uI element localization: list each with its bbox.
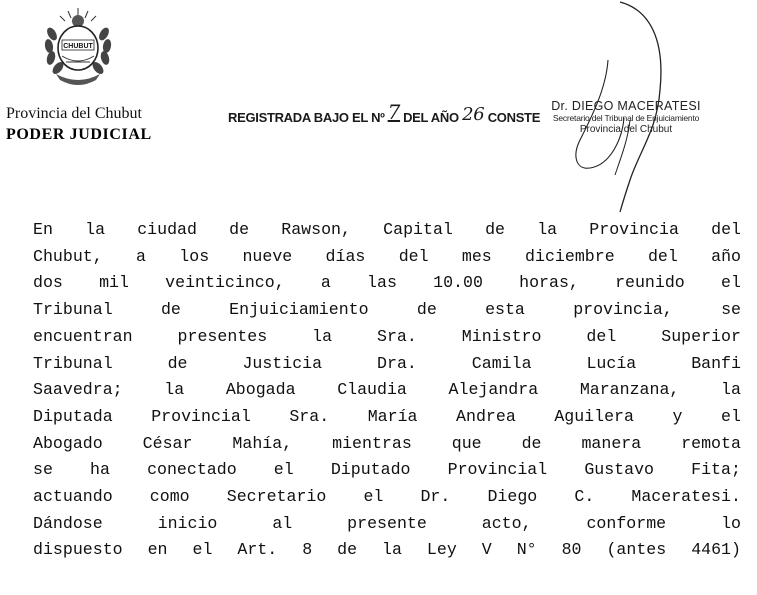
body-word: Mahía, (232, 433, 293, 453)
body-word: ha (90, 460, 110, 480)
body-line (33, 244, 741, 271)
body-word: reunido (615, 273, 685, 293)
body-word: Dra. (377, 353, 417, 373)
body-word: Banfi (691, 353, 741, 373)
body-word: Fita; (691, 460, 741, 480)
body-word: al (272, 513, 293, 533)
body-word: María (367, 406, 418, 426)
body-word: César (142, 433, 193, 453)
body-word: remota (681, 433, 741, 453)
body-word: de (485, 220, 505, 239)
body-word: Sra. (377, 326, 417, 346)
body-word: Maranzana, (579, 380, 680, 400)
handwritten-signature (560, 0, 670, 215)
body-word: dispuesto (33, 540, 123, 560)
body-word: Alejandra (448, 380, 539, 400)
body-word: acto, (481, 513, 532, 533)
body-word: 10.00 (433, 273, 483, 293)
body-word: y (672, 406, 683, 426)
body-word: En (33, 220, 53, 239)
body-word: que (451, 433, 482, 453)
body-word: Saavedra; (33, 380, 123, 400)
body-word: Capital (383, 220, 453, 239)
body-word: Tribunal (33, 353, 113, 373)
body-word: el (720, 273, 741, 293)
body-word: de (167, 353, 188, 373)
body-line (33, 457, 741, 484)
body-word: presentes (177, 326, 268, 346)
stamp-year: 26 (462, 104, 485, 125)
body-word: las (367, 273, 397, 293)
body-word: en (147, 540, 168, 560)
body-word: actuando (33, 487, 113, 507)
body-word: como (149, 487, 190, 507)
body-word: Provincial (151, 406, 251, 426)
body-word: esta (485, 300, 525, 320)
body-word: Diego (487, 487, 538, 507)
stamp-suffix: CONSTE (487, 110, 541, 125)
body-word: mes (461, 246, 492, 266)
body-word: nueve (242, 246, 293, 266)
body-word: N° (516, 540, 537, 560)
body-word: horas, (519, 273, 579, 293)
organization-heading (6, 104, 152, 146)
body-word: Justicia (242, 353, 323, 373)
body-line (33, 484, 741, 511)
body-word: del (586, 326, 617, 346)
body-line (33, 431, 741, 458)
body-word: provincia, (573, 300, 673, 320)
body-word: conectado (147, 460, 237, 480)
body-word: Ley (426, 540, 457, 560)
body-word: Enjuiciamiento (229, 300, 369, 320)
body-word: inicio (157, 513, 218, 533)
body-word: Camila (471, 353, 532, 373)
body-word: Secretario (226, 487, 327, 507)
body-word: C. (574, 487, 595, 507)
body-word: Rawson, (281, 220, 351, 239)
secretary-title: Secretario del Tribunal de Enjuiciamiento (552, 113, 700, 123)
body-line (33, 377, 741, 404)
judicial-power-label: PODER JUDICIAL (6, 126, 152, 143)
registration-stamp (228, 100, 541, 127)
stamp-middle: DEL AÑO (403, 110, 459, 125)
body-word: 8 (302, 540, 313, 560)
body-word: días (325, 246, 366, 266)
body-word: el (721, 406, 741, 426)
body-word: Diputado (330, 460, 411, 480)
body-word: la (537, 220, 558, 239)
body-word: Gustavo (584, 460, 655, 480)
body-word: la (85, 220, 106, 239)
body-line (33, 351, 741, 378)
body-word: Tribunal (33, 300, 113, 320)
body-word: del (398, 246, 429, 266)
body-word: la (164, 380, 185, 400)
body-word: el (363, 487, 384, 507)
body-word: del (647, 246, 678, 266)
body-word: (antes (606, 540, 667, 560)
body-line (33, 537, 741, 564)
body-word: mil (99, 273, 129, 293)
body-word: V (481, 540, 492, 560)
body-word: la (721, 380, 741, 400)
body-word: la (382, 540, 402, 560)
body-word: Lucía (586, 353, 637, 373)
body-word: Superior (661, 326, 741, 346)
body-line (33, 511, 741, 538)
body-word: ciudad (137, 220, 197, 239)
body-word: Andrea (456, 406, 516, 426)
secretary-province: Provincia del Chubut (579, 124, 673, 135)
body-word: manera (581, 433, 642, 453)
body-word: lo (721, 513, 741, 533)
body-word: de (337, 540, 358, 560)
body-word: Provincial (447, 460, 548, 480)
body-line (33, 217, 741, 244)
act-body-text (33, 217, 741, 564)
body-word: 80 (561, 540, 582, 560)
body-word: Claudia (337, 380, 407, 400)
body-line (33, 297, 741, 324)
body-word: Diputada (33, 406, 113, 426)
body-word: dos (33, 273, 63, 293)
body-word: el (273, 460, 294, 480)
body-word: el (192, 540, 213, 560)
body-word: Maceratesi. (631, 487, 741, 507)
body-word: Provincia (589, 220, 679, 239)
body-word: año (711, 246, 741, 266)
seal-text: CHUBUT (63, 43, 93, 50)
body-word: Art. (237, 540, 278, 560)
body-word: diciembre (525, 246, 615, 266)
body-word: Chubut, (33, 246, 103, 266)
body-word: los (179, 246, 210, 266)
body-word: presente (347, 513, 427, 533)
chubut-coat-of-arms-seal (38, 4, 118, 88)
body-word: Abogada (225, 380, 296, 400)
body-word: veinticinco, (165, 273, 285, 293)
body-word: de (416, 300, 437, 320)
body-word: de (160, 300, 181, 320)
stamp-number: 7 (387, 100, 401, 124)
body-word: del (711, 220, 741, 239)
body-word: Sra. (289, 406, 330, 426)
body-line (33, 324, 741, 351)
body-word: Dr. (420, 487, 451, 507)
secretary-name: Dr. DIEGO MACERATESI (551, 99, 701, 113)
body-word: Aguilera (554, 406, 634, 426)
body-word: Dándose (33, 513, 103, 533)
body-word: a (136, 246, 146, 266)
stamp-prefix: REGISTRADA BAJO EL Nº (228, 110, 385, 125)
body-word: Abogado (33, 433, 103, 453)
body-word: encuentran (33, 326, 133, 346)
body-word: de (521, 433, 542, 453)
province-name: Provincia del Chubut (6, 105, 142, 122)
body-word: se (33, 460, 53, 480)
body-word: Ministro (461, 326, 542, 346)
body-word: mientras (332, 433, 412, 453)
body-word: de (229, 220, 250, 239)
body-word: se (721, 300, 741, 320)
body-word: a (320, 273, 331, 293)
body-word: conforme (586, 513, 667, 533)
body-line (33, 270, 741, 297)
body-word: 4461) (691, 540, 741, 560)
body-line (33, 404, 741, 431)
body-word: la (312, 326, 333, 346)
